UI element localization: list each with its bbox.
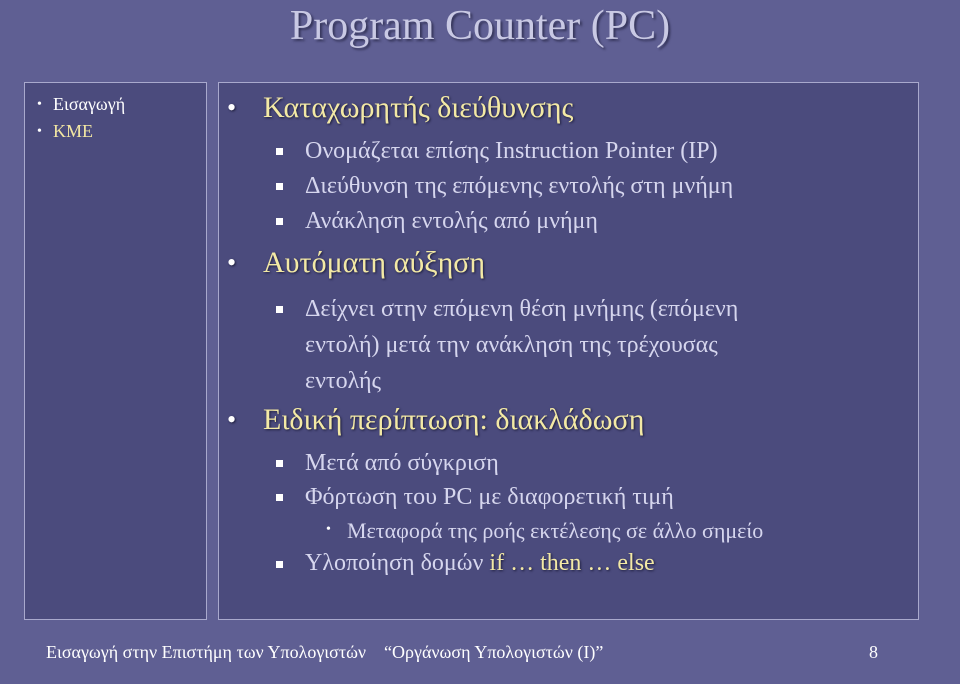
sub-item-text: Μετά από σύγκριση xyxy=(305,450,499,476)
bullet-icon: • xyxy=(326,522,331,537)
section-heading: Αυτόματη αύξηση xyxy=(263,246,486,279)
footer-text: Εισαγωγή στην Επιστήμη των Υπολογιστών “Οργάνωση Υπολογιστών (Ι)” xyxy=(46,642,604,662)
bullet-icon: • xyxy=(227,93,237,122)
bullet-icon: • xyxy=(227,405,237,434)
square-bullet-icon xyxy=(276,494,283,501)
square-bullet-icon xyxy=(276,218,283,225)
sub-item-text: εντολής xyxy=(305,368,382,394)
content-panel xyxy=(218,82,919,620)
sub-item-text: εντολή) μετά την ανάκληση της τρέχουσας xyxy=(305,332,718,358)
sub-bullet-item xyxy=(219,208,918,240)
sub-bullet-item xyxy=(219,296,918,328)
sidebar-item-cpu[interactable]: • ΚΜΕ xyxy=(37,118,206,145)
section-heading: Ειδική περίπτωση: διακλάδωση xyxy=(263,403,645,436)
sub-item-text: Δείχνει στην επόμενη θέση μνήμης (επόμενη xyxy=(305,296,739,322)
section-heading: Καταχωρητής διεύθυνσης xyxy=(263,91,574,124)
item-prefix: Υλοποίηση δομών xyxy=(305,550,490,576)
sub-item-continuation xyxy=(219,332,918,364)
square-bullet-icon xyxy=(276,183,283,190)
sub-bullet-item xyxy=(219,138,918,170)
sidebar-item-introduction[interactable]: • Εισαγωγή xyxy=(37,91,206,118)
sub-item-text xyxy=(305,550,655,577)
sub-bullet-item xyxy=(219,450,918,482)
page-number: 8 xyxy=(869,642,878,662)
sidebar xyxy=(24,82,207,620)
square-bullet-icon xyxy=(276,460,283,467)
sub-item-text: Ανάκληση εντολής από μνήμη xyxy=(305,208,598,234)
sub-bullet-item xyxy=(219,173,918,205)
square-bullet-icon xyxy=(276,148,283,155)
bullet-item xyxy=(219,246,918,286)
sub-sub-item-text: Μεταφορά της ροής εκτέλεσης σε άλλο σημείο xyxy=(347,518,764,543)
sub-item-text: Φόρτωση του PC με διαφορετική τιμή xyxy=(305,484,674,510)
sub-bullet-item xyxy=(219,550,918,584)
sub-sub-bullet-item xyxy=(219,518,918,548)
bullet-icon: • xyxy=(227,248,237,277)
slide-title: Program Counter (PC) xyxy=(289,3,671,49)
sub-item-continuation xyxy=(219,368,918,400)
sub-item-text: Ονομάζεται επίσης Instruction Pointer (IP) xyxy=(305,138,718,164)
sub-bullet-item xyxy=(219,484,918,516)
bullet-item xyxy=(219,403,918,443)
square-bullet-icon xyxy=(276,561,283,568)
sub-item-text: Διεύθυνση της επόμενης εντολής στη μνήμη xyxy=(305,173,734,199)
code-highlight: if … then … else xyxy=(489,550,655,576)
bullet-item xyxy=(219,91,918,131)
square-bullet-icon xyxy=(276,306,283,313)
